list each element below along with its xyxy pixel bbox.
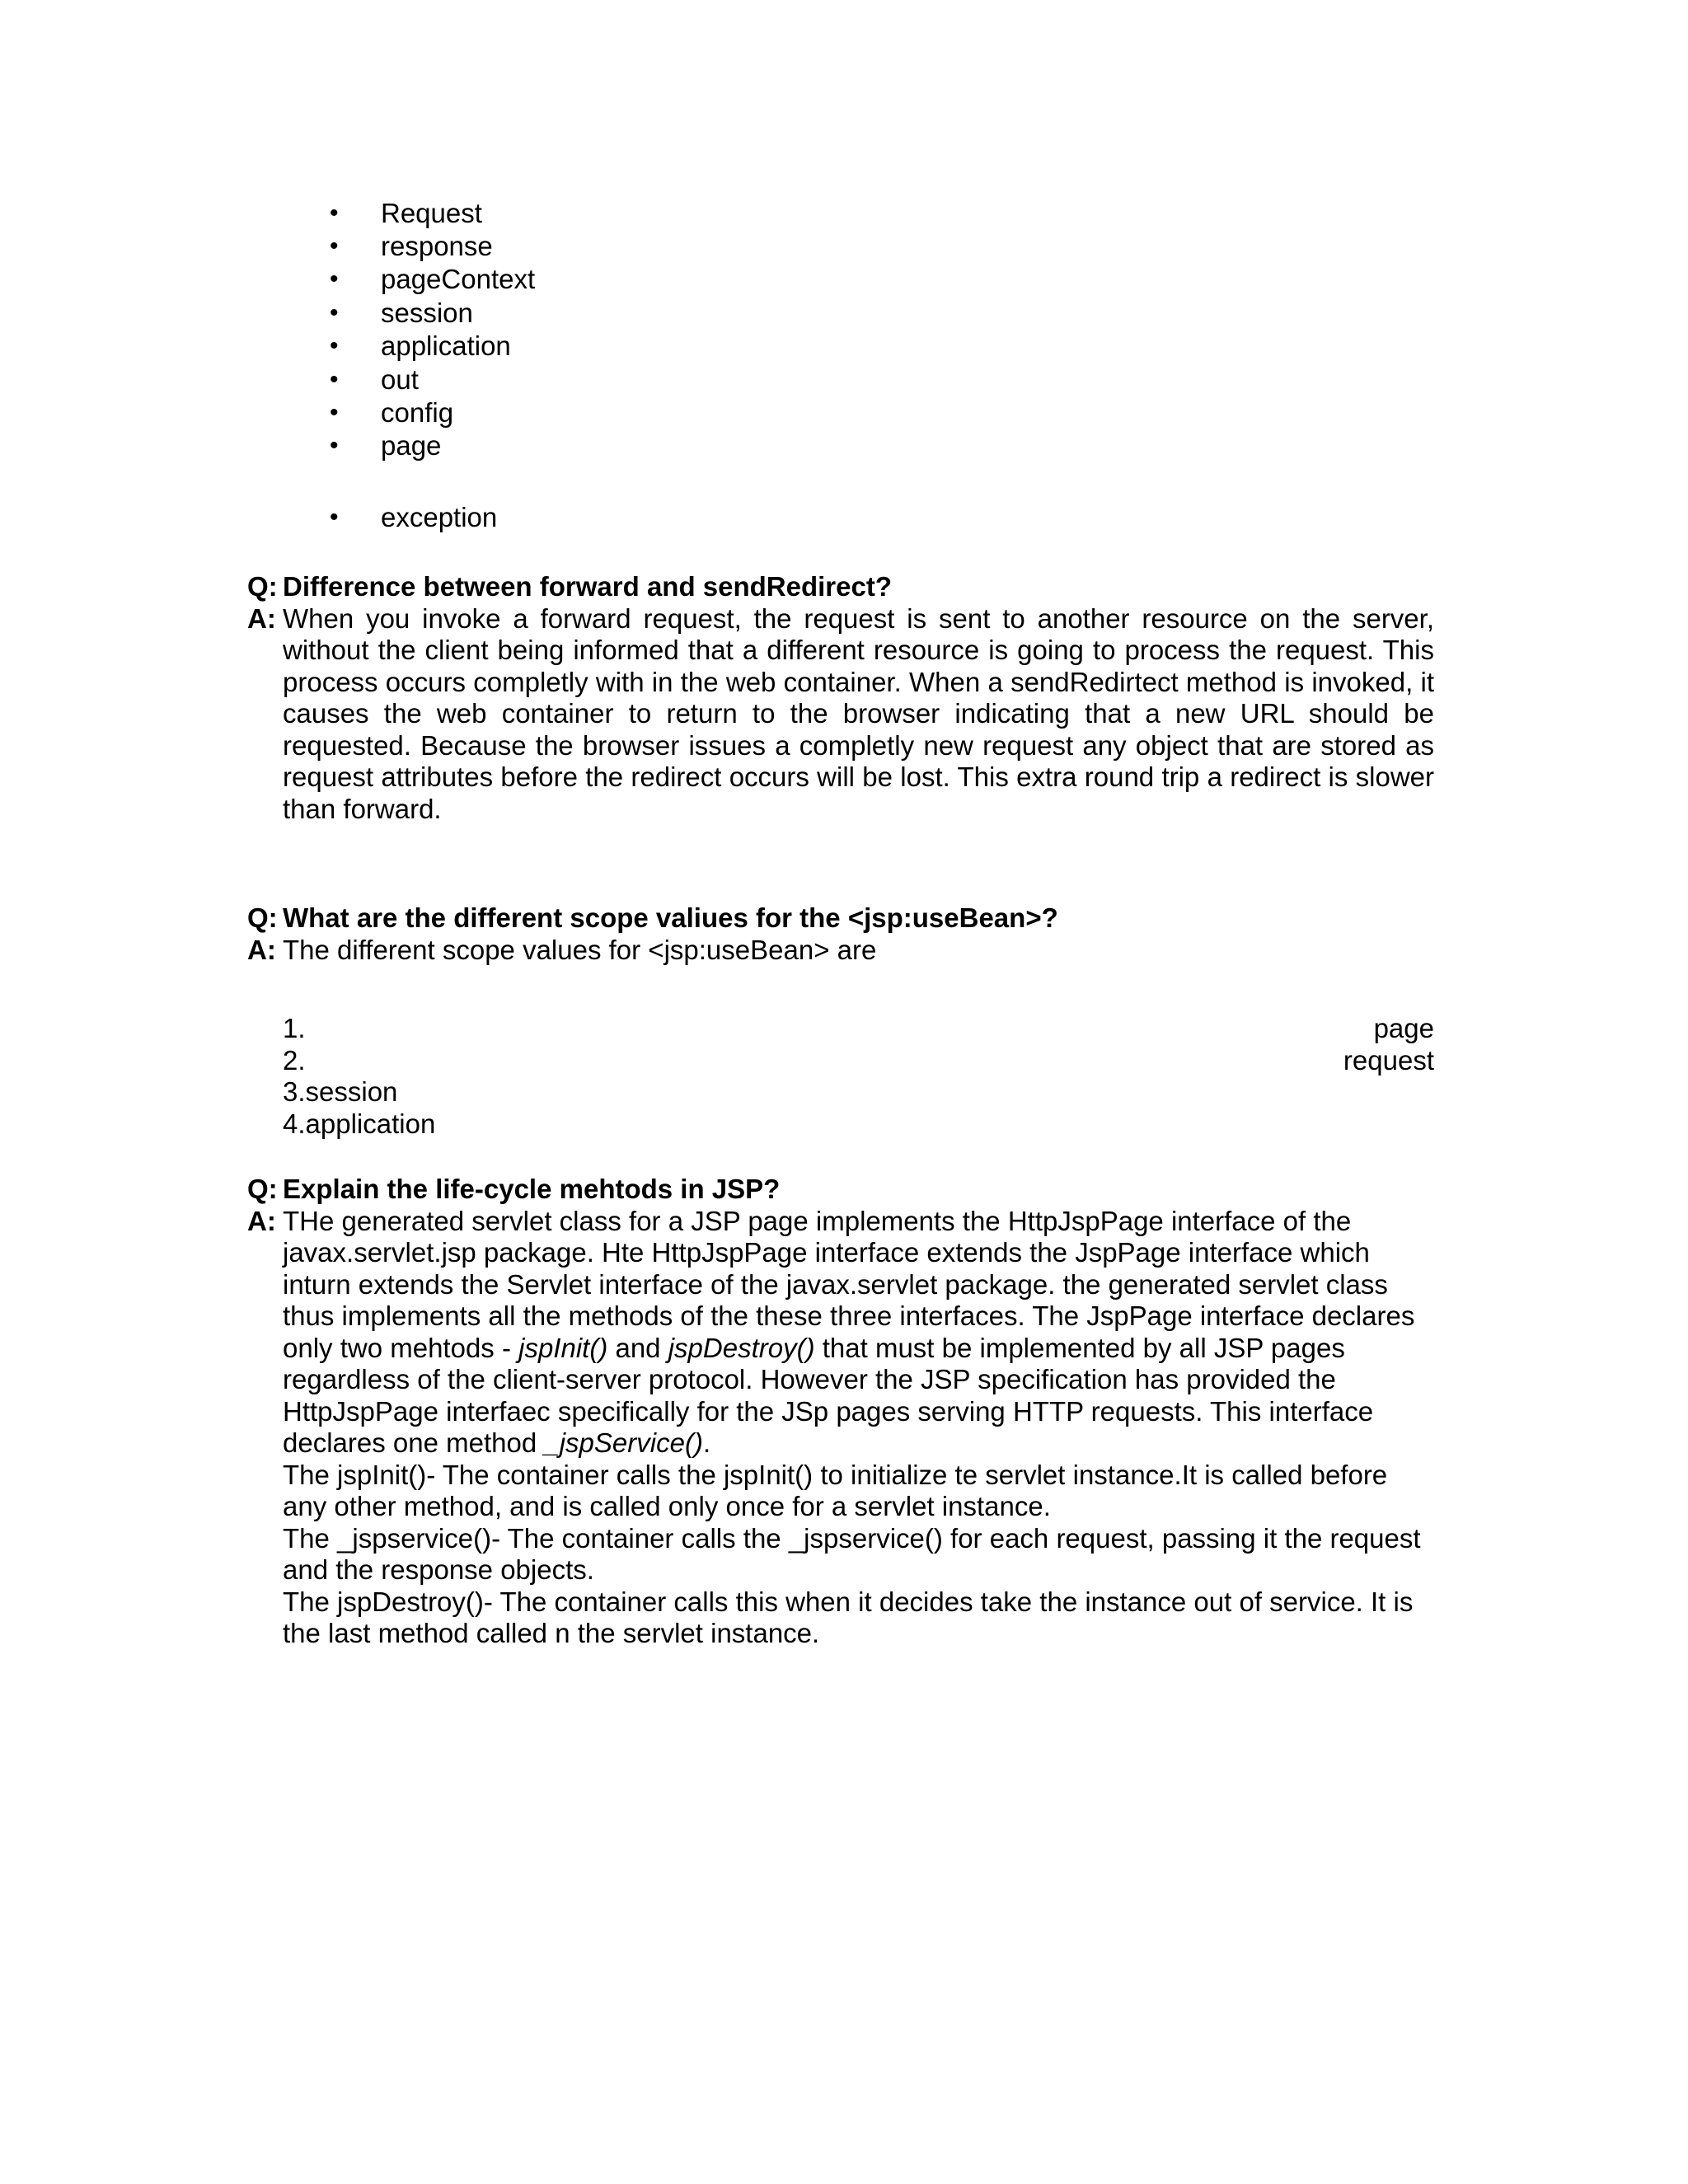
list-item-text: Request bbox=[381, 198, 482, 228]
list-item-text: page bbox=[381, 430, 442, 461]
intro-text: . bbox=[702, 1427, 711, 1458]
scope-values-list bbox=[283, 1013, 1434, 1140]
question-text: Explain the life-cycle mehtods in JSP? bbox=[283, 1174, 781, 1204]
answer-row bbox=[247, 1206, 1434, 1650]
jspdestroy-method: jspDestroy() bbox=[668, 1332, 815, 1363]
answer-text: The different scope values for <jsp:useBean> are bbox=[283, 934, 877, 965]
list-item bbox=[283, 1076, 1434, 1108]
list-item bbox=[0, 363, 742, 396]
list-item-text: response bbox=[381, 231, 493, 261]
question-prefix: Q: bbox=[247, 902, 278, 933]
question-prefix: Q: bbox=[247, 1174, 278, 1204]
list-item bbox=[0, 197, 742, 230]
bullet-icon: • bbox=[330, 232, 339, 260]
question-text: What are the different scope valiues for the <jsp:useBean>? bbox=[283, 902, 1058, 933]
bullet-icon: • bbox=[330, 265, 339, 293]
answer-text bbox=[283, 1206, 1434, 1650]
bullet-icon: • bbox=[330, 366, 339, 393]
bullet-icon: • bbox=[330, 399, 339, 426]
intro-text: and bbox=[607, 1332, 668, 1363]
list-item-text: exception bbox=[381, 502, 498, 532]
bullet-icon: • bbox=[330, 432, 339, 459]
question-row bbox=[247, 902, 1434, 935]
list-item-text: session bbox=[381, 298, 473, 328]
list-item bbox=[283, 1108, 1434, 1141]
answer-paragraph-jspservice: The _jspservice()- The container calls the _jspservice() for each request, passing it the request and the response objects. bbox=[283, 1522, 1421, 1585]
list-item bbox=[0, 230, 742, 263]
scope-item: 3.session bbox=[283, 1076, 398, 1107]
jspinit-method: jspInit() bbox=[518, 1332, 608, 1363]
answer-row bbox=[247, 935, 1434, 967]
list-item bbox=[0, 297, 742, 330]
intro-text: THe generated servlet class for a JSP page implements the HttpJspPage interface of the javax.servlet.jsp package. Hte HttpJspPage interface extends the JspPage interface which inturn extends the Servlet interface of the javax.servlet package. the generated servlet class thus implements all the methods of the these three interfaces. The JspPage interface declares only two mehtods - bbox=[283, 1205, 1415, 1363]
list-item-text: application bbox=[381, 330, 511, 361]
qa-forward-vs-sendredirect bbox=[247, 571, 1434, 825]
list-item-text: pageContext bbox=[381, 264, 536, 294]
scope-number: 1. bbox=[283, 1013, 306, 1043]
answer-text: When you invoke a forward request, the request is sent to another resource on the server, without the client being informed that a different resource is going to process the request. This process occurs completly with in the web container. When a sendRedirtect method is invoked, it causes the web container to return to the browser indicating that a new URL should be requested. Because the browser issues a completly new request any object that are stored as request attributes before the redirect occurs will be lost. This extra round trip a redirect is slower than forward. bbox=[283, 602, 1434, 824]
list-item bbox=[0, 429, 742, 462]
bullet-icon: • bbox=[330, 504, 339, 531]
qa-usebean-scopes bbox=[247, 902, 1434, 966]
bullet-icon: • bbox=[330, 199, 339, 227]
question-text: Difference between forward and sendRedirect? bbox=[283, 571, 893, 602]
list-item bbox=[283, 1045, 1434, 1077]
answer-paragraph-intro bbox=[283, 1206, 1434, 1460]
list-item bbox=[0, 330, 742, 363]
answer-paragraph-jspinit: The jspInit()- The container calls the jspInit() to initialize te servlet instance.It is called before any other method, and is called only once for a servlet instance. bbox=[283, 1459, 1388, 1521]
list-item bbox=[0, 396, 742, 429]
scope-number: 2. bbox=[283, 1044, 306, 1076]
scope-item: 4.application bbox=[283, 1108, 436, 1139]
qa-jsp-lifecycle bbox=[247, 1174, 1434, 1650]
scope-value: request bbox=[1343, 1044, 1434, 1076]
list-item bbox=[0, 501, 742, 534]
jspservice-method: _jspService() bbox=[544, 1427, 703, 1458]
list-item bbox=[283, 1013, 1434, 1045]
bullet-icon: • bbox=[330, 332, 339, 359]
answer-paragraph-jspdestroy: The jspDestroy()- The container calls this when it decides take the instance out of service. It is the last method called n the servlet instance. bbox=[283, 1586, 1414, 1648]
answer-prefix: A: bbox=[247, 934, 276, 965]
list-item-text: out bbox=[381, 364, 419, 395]
intro-text: that must be implemented by all JSP pages regardless of the client-server protocol. However the JSP specification has provided the HttpJspPage interfaec specifically for the JSp pages serving HTTP requests. This interface declares one method bbox=[283, 1332, 1374, 1458]
answer-prefix: A: bbox=[247, 602, 276, 634]
bullet-icon: • bbox=[330, 299, 339, 326]
question-prefix: Q: bbox=[247, 571, 278, 602]
answer-prefix: A: bbox=[247, 1205, 276, 1236]
question-row bbox=[247, 1174, 1434, 1206]
answer-row bbox=[247, 603, 1434, 826]
scope-value: page bbox=[1373, 1013, 1434, 1043]
question-row bbox=[247, 571, 1434, 603]
list-item bbox=[0, 263, 742, 296]
list-item-text: config bbox=[381, 397, 454, 428]
